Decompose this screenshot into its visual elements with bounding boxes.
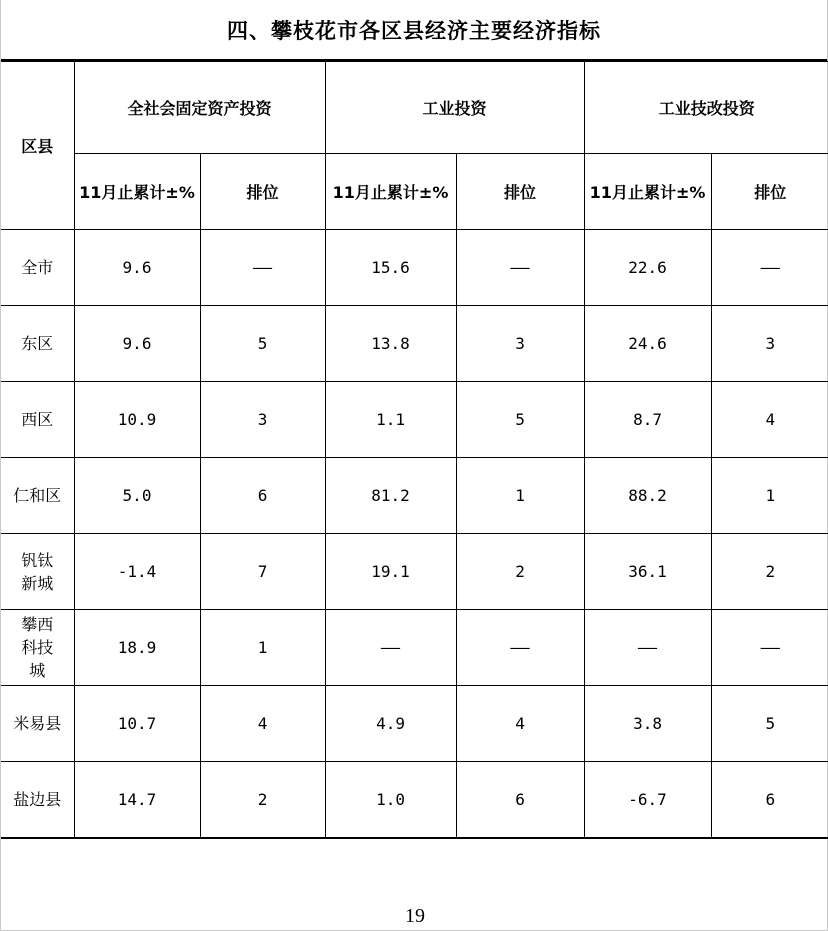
- district-name: 全市: [1, 230, 74, 306]
- cell-tech-rank: ——: [711, 610, 828, 686]
- cell-industrial-rank: 5: [456, 382, 584, 458]
- district-name: 东区: [1, 306, 74, 382]
- group-header-industrial: 工业投资: [325, 62, 584, 154]
- subheader-rank: 排位: [711, 154, 828, 230]
- cell-tech-rank: 6: [711, 762, 828, 839]
- district-name: 西区: [1, 382, 74, 458]
- cell-tech-growth: 88.2: [584, 458, 711, 534]
- subheader-growth: 11月止累计±%: [325, 154, 456, 230]
- table-row: [1, 458, 828, 534]
- cell-fixed-asset-rank: 6: [200, 458, 325, 534]
- indicators-table: [1, 61, 828, 839]
- table-row: [1, 382, 828, 458]
- cell-fixed-asset-rank: 2: [200, 762, 325, 839]
- table-row: [1, 230, 828, 306]
- table-row: [1, 534, 828, 610]
- cell-tech-growth: 24.6: [584, 306, 711, 382]
- district-name: [1, 610, 74, 686]
- district-header: 区县: [1, 62, 74, 230]
- header-row-groups: [1, 62, 828, 154]
- cell-tech-rank: ——: [711, 230, 828, 306]
- cell-industrial-growth: 13.8: [325, 306, 456, 382]
- district-name-text: 攀西科技城: [21, 615, 54, 680]
- cell-fixed-asset-rank: 3: [200, 382, 325, 458]
- subheader-growth: 11月止累计±%: [584, 154, 711, 230]
- cell-tech-growth: -6.7: [584, 762, 711, 839]
- table-row: [1, 762, 828, 839]
- group-header-fixed-asset: 全社会固定资产投资: [74, 62, 325, 154]
- cell-fixed-asset-growth: 18.9: [74, 610, 200, 686]
- table-row: [1, 686, 828, 762]
- cell-industrial-rank: 4: [456, 686, 584, 762]
- cell-fixed-asset-rank: ——: [200, 230, 325, 306]
- cell-fixed-asset-growth: 10.7: [74, 686, 200, 762]
- subheader-growth: 11月止累计±%: [74, 154, 200, 230]
- cell-industrial-rank: 1: [456, 458, 584, 534]
- cell-industrial-rank: 2: [456, 534, 584, 610]
- cell-industrial-growth: 81.2: [325, 458, 456, 534]
- cell-tech-growth: ——: [584, 610, 711, 686]
- cell-industrial-growth: ——: [325, 610, 456, 686]
- cell-industrial-growth: 1.0: [325, 762, 456, 839]
- cell-tech-growth: 22.6: [584, 230, 711, 306]
- cell-industrial-growth: 4.9: [325, 686, 456, 762]
- cell-fixed-asset-growth: -1.4: [74, 534, 200, 610]
- cell-fixed-asset-growth: 10.9: [74, 382, 200, 458]
- cell-industrial-growth: 19.1: [325, 534, 456, 610]
- cell-tech-rank: 3: [711, 306, 828, 382]
- cell-fixed-asset-rank: 7: [200, 534, 325, 610]
- cell-tech-growth: 36.1: [584, 534, 711, 610]
- cell-fixed-asset-growth: 9.6: [74, 230, 200, 306]
- district-name: [1, 534, 74, 610]
- district-name-text: 钒钛新城: [21, 550, 54, 593]
- cell-fixed-asset-growth: 14.7: [74, 762, 200, 839]
- table-row: [1, 306, 828, 382]
- district-name: 仁和区: [1, 458, 74, 534]
- cell-fixed-asset-rank: 4: [200, 686, 325, 762]
- cell-tech-rank: 2: [711, 534, 828, 610]
- district-name: 盐边县: [1, 762, 74, 839]
- group-header-tech-upgrade: 工业技改投资: [584, 62, 828, 154]
- cell-industrial-growth: 15.6: [325, 230, 456, 306]
- cell-tech-growth: 3.8: [584, 686, 711, 762]
- header-row-subcolumns: [1, 154, 828, 230]
- subheader-rank: 排位: [456, 154, 584, 230]
- page-title: 四、攀枝花市各区县经济主要经济指标: [1, 0, 827, 61]
- page-number: 19: [405, 905, 425, 927]
- district-name: 米易县: [1, 686, 74, 762]
- table-row: [1, 610, 828, 686]
- cell-tech-growth: 8.7: [584, 382, 711, 458]
- cell-industrial-rank: ——: [456, 230, 584, 306]
- cell-fixed-asset-growth: 9.6: [74, 306, 200, 382]
- subheader-rank: 排位: [200, 154, 325, 230]
- cell-industrial-rank: ——: [456, 610, 584, 686]
- cell-industrial-growth: 1.1: [325, 382, 456, 458]
- cell-tech-rank: 5: [711, 686, 828, 762]
- cell-industrial-rank: 3: [456, 306, 584, 382]
- cell-industrial-rank: 6: [456, 762, 584, 839]
- cell-tech-rank: 1: [711, 458, 828, 534]
- cell-fixed-asset-rank: 5: [200, 306, 325, 382]
- cell-fixed-asset-growth: 5.0: [74, 458, 200, 534]
- cell-tech-rank: 4: [711, 382, 828, 458]
- cell-fixed-asset-rank: 1: [200, 610, 325, 686]
